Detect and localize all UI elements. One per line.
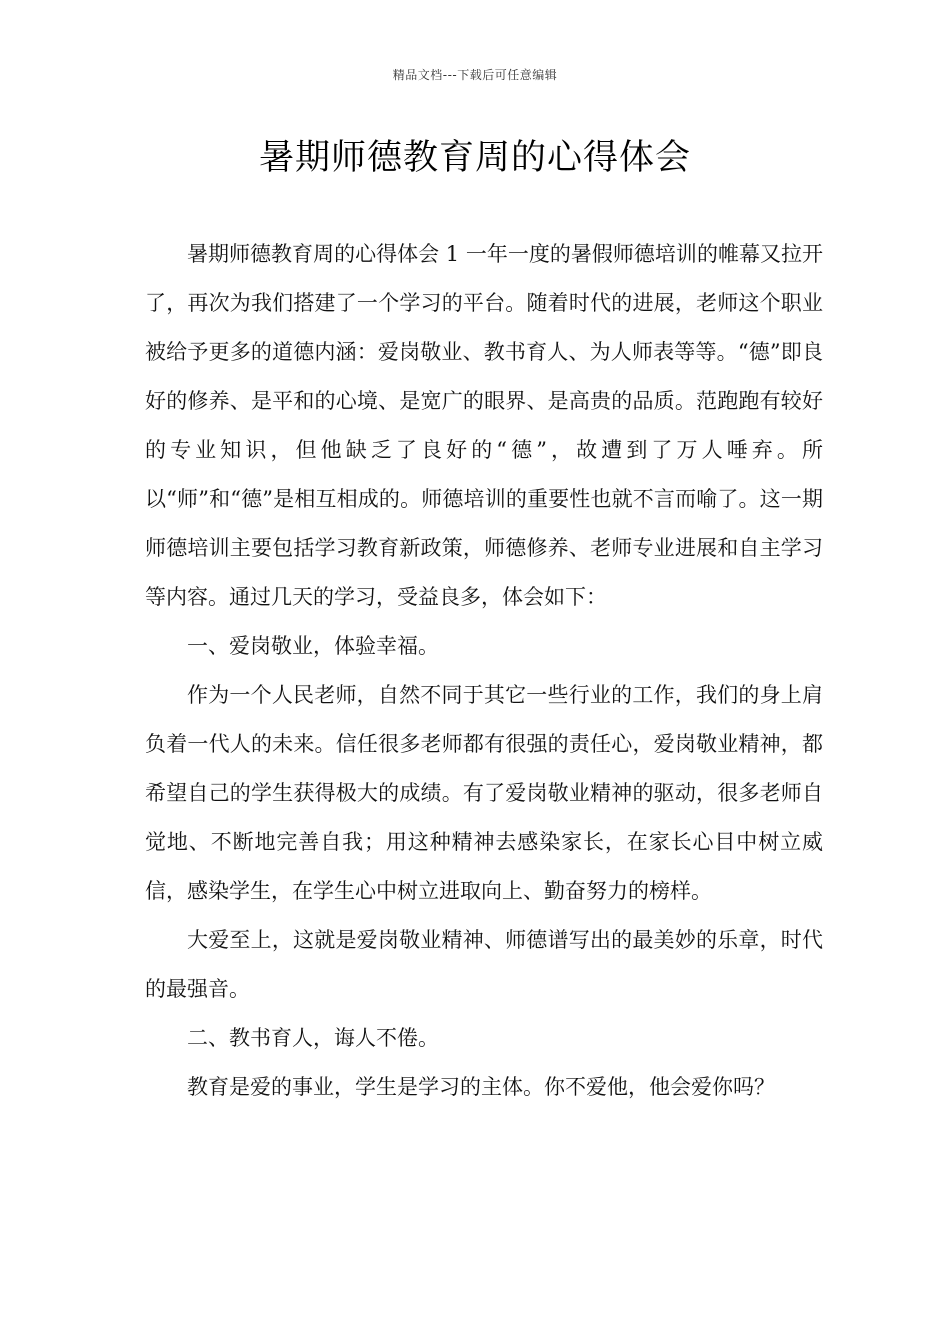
- paragraph-section-2: 教育是爱的事业，学生是学习的主体。你不爱他，他会爱你吗？: [187, 1075, 775, 1099]
- section-heading-1: 一、爱岗敬业，体验幸福。: [187, 634, 439, 658]
- paragraph-intro: 暑期师德教育周的心得体会 1 一年一度的暑假师德培训的帷幕又拉开了，再次为我们搭建了一个学习的平台。随着时代的进展，老师这个职业被给予更多的道德内涵：爱岗敬业、教书育人、为人师表等等。“德”即良好的修养、是平和的心境、是宽广的眼界、是高贵的品质。范跑跑有较好的专业知识，但他缺乏了良好的“德”，故遭到了万人唾弃。所以“师”和“德”是相互相成的。师德培训的重要性也就不言而喻了。这一期师德培训主要包括学习教育新政策，师德修养、老师专业进展和自主学习等内容。通过几天的学习，受益良多，体会如下：: [145, 242, 823, 609]
- paragraph-section-1-conclusion: 大爱至上，这就是爱岗敬业精神、师德谱写出的最美妙的乐章，时代的最强音。: [145, 928, 823, 1001]
- document-body: [145, 230, 823, 1112]
- header-note: 精品文档---下载后可任意编辑: [392, 68, 558, 82]
- document-title: 暑期师德教育周的心得体会: [258, 138, 691, 178]
- paragraph-section-1: 作为一个人民老师，自然不同于其它一些行业的工作，我们的身上肩负着一代人的未来。信任很多老师都有很强的责任心，爱岗敬业精神，都希望自己的学生获得极大的成绩。有了爱岗敬业精神的驱动，很多老师自觉地、不断地完善自我；用这种精神去感染家长，在家长心目中树立威信，感染学生，在学生心中树立进取向上、勤奋努力的榜样。: [145, 683, 823, 903]
- section-heading-2: 二、教书育人，诲人不倦。: [187, 1026, 439, 1050]
